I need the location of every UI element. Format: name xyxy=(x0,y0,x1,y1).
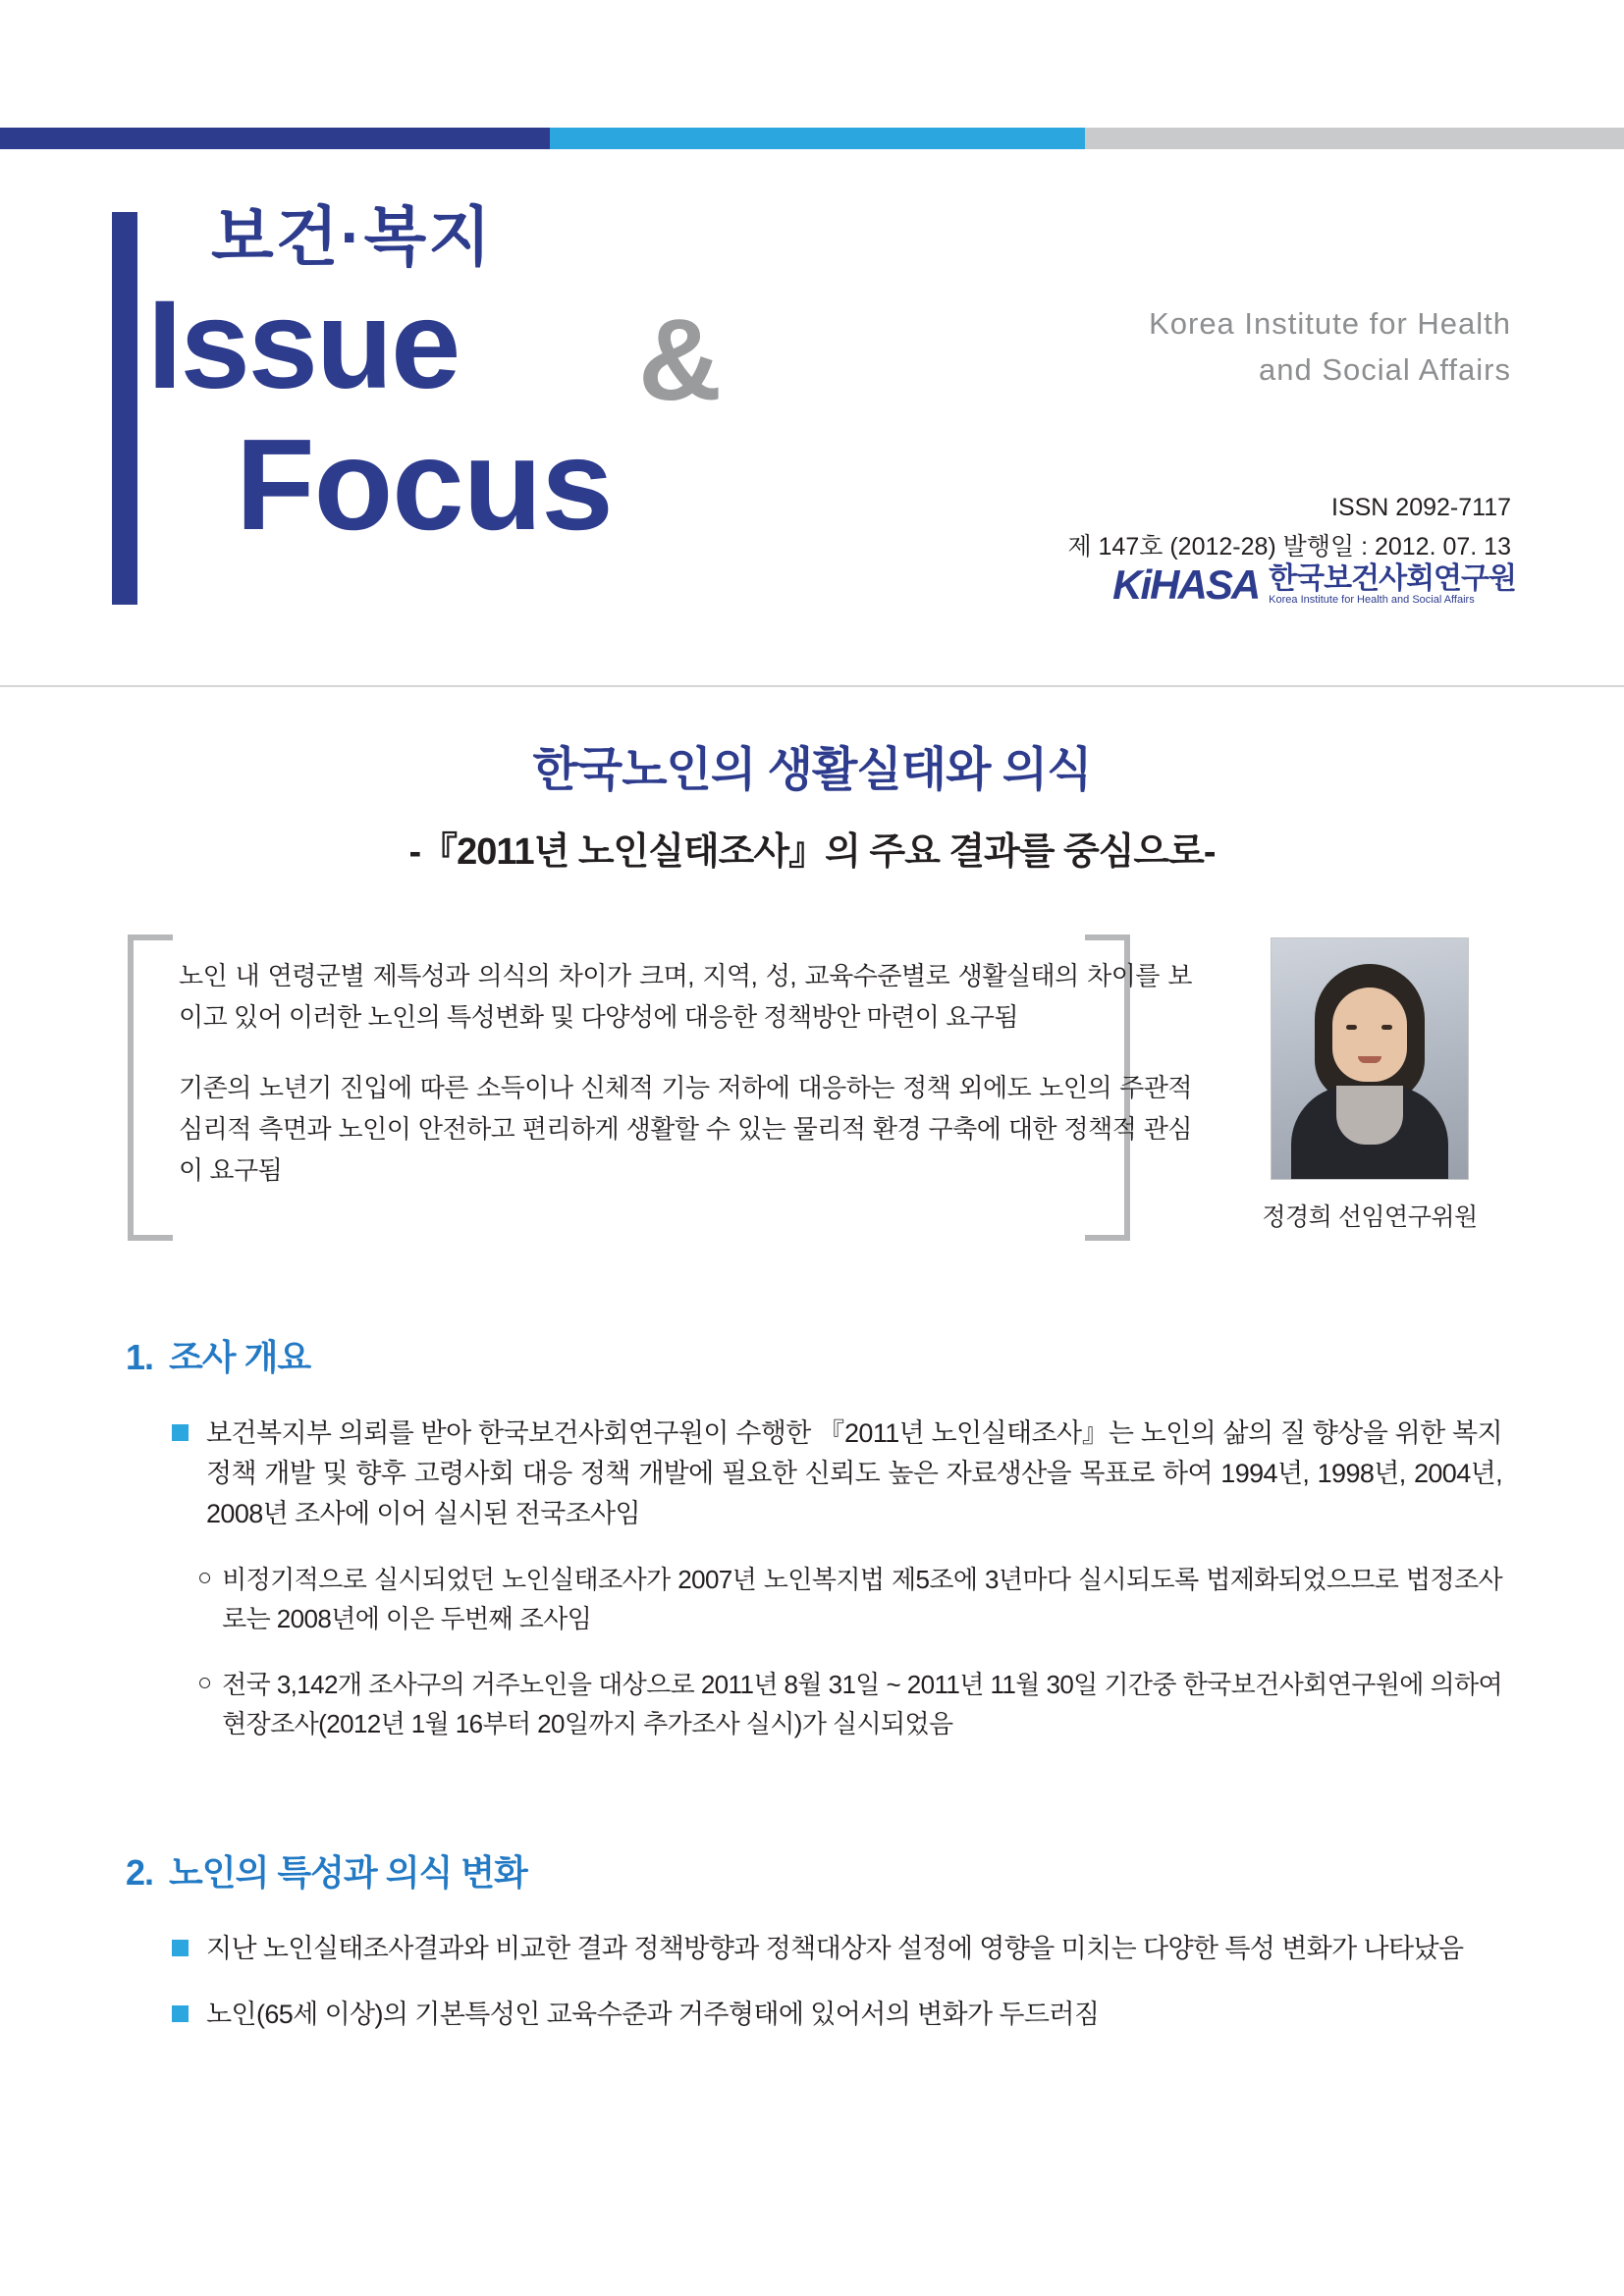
logo-focus-word: Focus xyxy=(236,412,613,557)
logo-vertical-bar xyxy=(112,212,137,605)
abstract-paragraph-2: 기존의 노년기 진입에 따른 소득이나 신체적 기능 저하에 대응하는 정책 외에도 노인의 주관적 심리적 측면과 노인이 안전하고 편리하게 생활할 수 있는 물리적 환경 구축에 대한 정책적 관심이 요구됨 xyxy=(179,1073,1192,1186)
kihasa-korean-top: 한국보건사회연구원 xyxy=(1269,562,1516,596)
avatar-collar xyxy=(1336,1086,1403,1145)
masthead xyxy=(0,149,1624,687)
section-1-title: 조사 개요 xyxy=(169,1337,311,1377)
author-block xyxy=(1242,937,1497,1233)
top-bar-segment-blue xyxy=(550,128,1085,149)
logo-ampersand: & xyxy=(638,295,723,425)
avatar-face xyxy=(1332,988,1407,1082)
list-item xyxy=(197,1665,1502,1744)
circle-bullet-icon: ○ xyxy=(197,1668,213,1696)
section-2-number: 2. xyxy=(126,1852,154,1893)
author-name: 정경희 선임연구위원 xyxy=(1262,1203,1478,1231)
kihasa-logo xyxy=(1112,561,1516,609)
issue-metadata xyxy=(1067,488,1511,566)
avatar-mouth xyxy=(1358,1056,1381,1063)
logo-issue-word: Issue xyxy=(147,275,460,415)
top-bar-segment-gray xyxy=(1085,128,1624,149)
kihasa-korean-name xyxy=(1269,563,1516,606)
avatar-eye-left xyxy=(1346,1025,1357,1030)
document-title-area xyxy=(0,731,1624,875)
institute-name xyxy=(1149,301,1511,393)
bullet-text: 보건복지부 의뢰를 받아 한국보건사회연구원이 수행한 『2011년 노인실태조사』는 노인의 삶의 질 향상을 위한 복지정책 개발 및 향후 고령사회 대응 정책 개발에 필요한 신뢰도 높은 자료생산을 목표로 하여 1994년, 1998년, 2004년, 2008년 조사에 이어 실시된 전국조사임 xyxy=(206,1418,1502,1529)
top-bar-segment-navy xyxy=(0,128,550,149)
square-bullet-icon xyxy=(172,2005,189,2022)
list-item xyxy=(197,1560,1502,1639)
issn-text: ISSN 2092-7117 xyxy=(1331,494,1511,521)
page-title: 한국노인의 생활실태와 의식 xyxy=(532,744,1092,796)
avatar-eye-right xyxy=(1381,1025,1392,1030)
kihasa-korean-bottom: Korea Institute for Health and Social Affairs xyxy=(1269,593,1475,606)
list-item xyxy=(172,1995,1502,2035)
section-2-body xyxy=(172,1929,1502,2056)
square-bullet-icon xyxy=(172,1940,189,1956)
institute-name-line2: and Social Affairs xyxy=(1259,351,1511,387)
list-item xyxy=(172,1929,1502,1969)
abstract-paragraph-1: 노인 내 연령군별 제특성과 의식의 차이가 크며, 지역, 성, 교육수준별로 생활실태의 차이를 보이고 있어 이러한 노인의 특성변화 및 다양성에 대응한 정책방안 마련이 요구됨 xyxy=(179,961,1192,1033)
section-2-title: 노인의 특성과 의식 변화 xyxy=(169,1852,527,1893)
avatar xyxy=(1271,937,1469,1180)
page-subtitle: -『2011년 노인실태조사』의 주요 결과를 중심으로- xyxy=(408,831,1216,873)
section-1-body xyxy=(172,1414,1502,1743)
institute-name-line1: Korea Institute for Health xyxy=(1149,306,1511,341)
bullet-text: 지난 노인실태조사결과와 비교한 결과 정책방향과 정책대상자 설정에 영향을 미치는 다양한 특성 변화가 나타났음 xyxy=(206,1934,1464,1963)
top-color-bar xyxy=(0,128,1624,149)
bullet-text: 노인(65세 이상)의 기본특성인 교육수준과 거주형태에 있어서의 변화가 두드러짐 xyxy=(206,2000,1100,2030)
square-bullet-icon xyxy=(172,1424,189,1441)
circle-bullet-icon: ○ xyxy=(197,1564,213,1592)
sub-bullet-text: 비정기적으로 실시되었던 노인실태조사가 2007년 노인복지법 제5조에 3년마다 실시되도록 법제화되었으므로 법정조사로는 2008년에 이은 두번째 조사임 xyxy=(222,1565,1502,1634)
abstract-box xyxy=(137,937,1227,1232)
section-1-number: 1. xyxy=(126,1337,154,1377)
section-1-heading xyxy=(126,1330,310,1380)
kihasa-wordmark: KiHASA xyxy=(1112,561,1260,608)
sub-bullet-text: 전국 3,142개 조사구의 거주노인을 대상으로 2011년 8월 31일 ~ 2011년 11월 30일 기간중 한국보건사회연구원에 의하여 현장조사(2012년 1월 16부터 20일까지 추가조사 실시)가 실시되었음 xyxy=(222,1669,1502,1738)
list-item xyxy=(172,1414,1502,1534)
logo-korean-title: 보건·복지 xyxy=(211,200,494,273)
issue-number-text: 제 147호 (2012-28) 발행일 : 2012. 07. 13 xyxy=(1067,533,1511,561)
section-2-heading xyxy=(126,1845,527,1896)
